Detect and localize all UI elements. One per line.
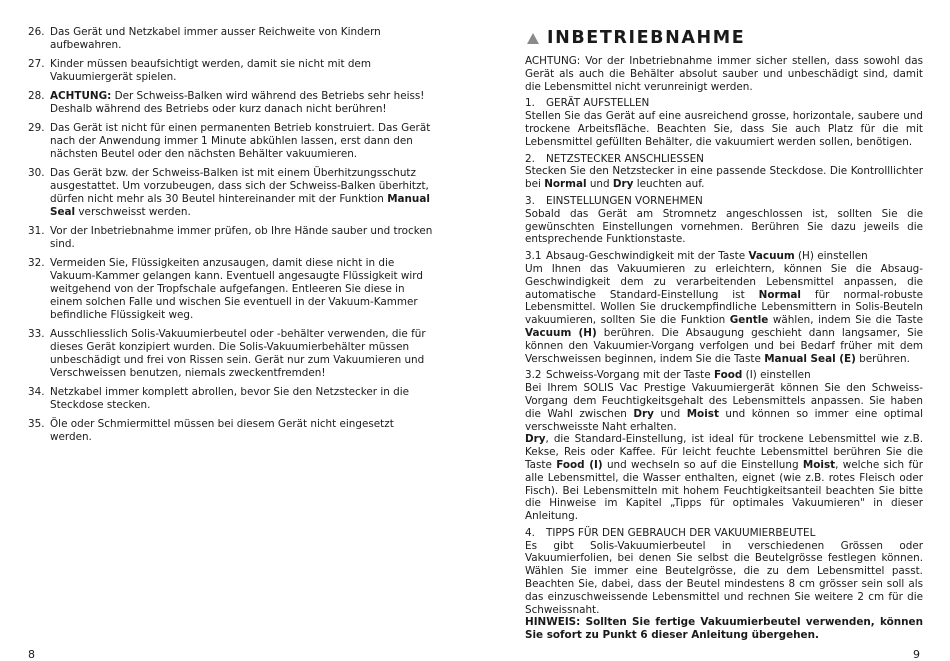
section-heading-text: NETZSTECKER ANSCHLIESSEN — [546, 152, 704, 165]
section-number: 1. — [525, 97, 535, 110]
text-run: berühren. — [855, 352, 910, 365]
text-run: Stellen Sie das Gerät auf eine ausreichend grosse, horizontale, saubere und trockene Arbeitsfläche. Beachten Sie, dass Sie auch Platz für die mit Lebensmittel gefüllten Behälter, die vakuumiert werden sollen, benötigen. — [525, 110, 923, 148]
section-body — [525, 208, 923, 246]
text-run: Öle oder Schmiermittel müssen bei diesem Gerät nicht eingesetzt werden. — [50, 418, 394, 443]
item-text — [50, 90, 438, 116]
item-number: 31. — [28, 225, 45, 237]
text-run: Es gibt Solis-Vakuumierbeutel in verschiedenen Grössen oder Vakuumierfolien, bei denen Sie selbst die Beutelgrösse festlegen können. Wählen Sie immer eine Beutelgrösse, die zu dem Lebensmittel passt. Beachten Sie, dabei, dass der Beutel mindestens 8 cm grösser sein soll als das einzuschweissende Lebensmittel und rechnen Sie weitere 2 cm für die Schweissnaht. — [525, 539, 923, 616]
section-number: 3. — [525, 194, 535, 207]
warning-text: ACHTUNG: Vor der Inbetriebnahme immer sicher stellen, dass sowohl das Gerät als auch die Behälter absolut sauber und unbeschädigt sind, damit die Lebensmittel nicht verunreinigt werden. — [525, 55, 923, 93]
bold-text: Gentle — [729, 314, 769, 327]
section-heading-text — [546, 250, 868, 263]
triangle-icon — [527, 33, 539, 44]
text-run: und können so immer eine optimal verschweisste Naht erhalten. — [525, 407, 924, 433]
hinweis-text: HINWEIS: Sollten Sie fertige Vakuumierbeutel verwenden, können Sie sofort zu Punkt 6 dieser Anleitung übergehen. — [525, 616, 923, 642]
text-run: Um Ihnen das Vakuumieren zu erleichtern, können Sie die Absaug-Geschwindigkeit dem zu verarbeitenden Lebensmittel anpassen, die automatische Standard-Einstellung ist — [525, 262, 923, 301]
section-number: 4. — [525, 526, 535, 539]
text-run: Bei Ihrem SOLIS Vac Prestige Vakuumiergerät können Sie den Schweiss-Vorgang dem Feuchtigkeitsgehalt des Lebensmittels anpassen. Sie haben die Wahl zwischen — [525, 382, 923, 420]
item-text — [50, 386, 438, 412]
text-run: Das Gerät bzw. der Schweiss-Balken ist mit einem Überhitzungsschutz ausgestattet. Um vorzubeugen, dass sich der Schweiss-Balken überhitzt, dürfen nicht mehr als 30 Beutel hintereinander mit der Funktion — [50, 167, 429, 205]
bold-text: Moist — [686, 407, 719, 420]
list-item — [28, 26, 438, 52]
list-item — [28, 328, 438, 380]
bold-text: Normal — [758, 288, 801, 301]
bold-text: Manual Seal (E) — [764, 352, 856, 365]
bold-text: ACHTUNG: — [50, 90, 112, 102]
item-text — [50, 26, 438, 52]
section-body — [525, 433, 923, 523]
text-run: und — [586, 178, 613, 191]
text-run: berühren. Die Absaugung geschieht dann langsamer, Sie können den Vakuumier-Vorgang verfolgen und bei Bedarf früher mit dem Verschweissen beginnen, indem Sie die Taste — [525, 326, 923, 365]
section-heading — [525, 195, 923, 208]
bold-text: Food — [713, 369, 743, 382]
item-text — [50, 328, 438, 380]
text-run: und wechseln so auf die Einstellung — [602, 458, 803, 471]
text-run: verschweisst werden. — [75, 206, 191, 218]
page-number-left: 8 — [28, 648, 35, 661]
item-number: 34. — [28, 386, 45, 398]
right-content — [525, 55, 923, 642]
item-number: 32. — [28, 257, 45, 269]
text-run: Das Gerät und Netzkabel immer ausser Reichweite von Kindern aufbewahren. — [50, 26, 381, 51]
bold-text: Normal — [544, 178, 587, 191]
list-item — [28, 58, 438, 84]
list-item — [28, 167, 438, 219]
section-heading-text: EINSTELLUNGEN VORNEHMEN — [546, 194, 703, 207]
text-run: Kinder müssen beaufsichtigt werden, damit sie nicht mit dem Vakuumiergerät spielen. — [50, 58, 371, 83]
section-body — [525, 382, 923, 433]
text-run: Vermeiden Sie, Flüssigkeiten anzusaugen, damit diese nicht in die Vakuum-Kammer gelangen kann. Eventuell angesaugte Flüssigkeit wird weitgehend von der Tropfschale aufgefangen. Entleeren Sie diese in einem solchen Falle und wischen Sie eventuell in der Vakuum-Kammer befindliche Flüssigkeit weg. — [50, 257, 423, 321]
item-number: 30. — [28, 167, 45, 179]
section-body — [525, 540, 923, 617]
section-heading-text — [546, 369, 811, 382]
text-run: Netzkabel immer komplett abrollen, bevor Sie den Netzstecker in die Steckdose stecken. — [50, 386, 410, 411]
text-run: Schweiss-Vorgang mit der Taste — [546, 369, 714, 382]
list-item — [28, 225, 438, 251]
item-number: 26. — [28, 26, 45, 38]
section-heading-text: GERÄT AUFSTELLEN — [546, 97, 650, 110]
item-number: 29. — [28, 122, 45, 134]
text-run: Der Schweiss-Balken wird während des Betriebs sehr heiss! Deshalb während des Betriebs oder kurz danach nicht berühren! — [50, 90, 425, 115]
section-heading-text: TIPPS FÜR DEN GEBRAUCH DER VAKUUMIERBEUTEL — [546, 526, 816, 539]
section-heading — [525, 250, 923, 263]
text-run: Absaug-Geschwindigkeit mit der Taste — [546, 250, 749, 263]
item-number: 33. — [28, 328, 45, 340]
text-run: (I) einstellen — [742, 369, 811, 382]
bold-text: Dry — [633, 407, 654, 420]
item-text — [50, 167, 438, 219]
item-number: 35. — [28, 418, 45, 430]
text-run: für normal-robuste Lebensmittel. Wollen Sie druckempfindliche Lebensmittern in Solis-Beuteln vakuumieren, sollten Sie die Funktion — [525, 288, 923, 327]
bold-text: Manual Seal — [50, 193, 430, 218]
item-number: 27. — [28, 58, 45, 70]
bold-text: Vacuum (H) — [525, 326, 597, 339]
page-number-right: 9 — [913, 648, 920, 661]
item-text — [50, 58, 438, 84]
item-text — [50, 418, 438, 444]
bold-text: Food (I) — [556, 458, 603, 471]
bold-text: Moist — [802, 458, 836, 471]
section-body — [525, 110, 923, 148]
text-run: Ausschliesslich Solis-Vakuumierbeutel oder -behälter verwenden, die für dieses Gerät konzipiert wurden. Die Solis-Vakuumierbehälter müssen unbeschädigt und frei von Rissen sein. Gerät nur zum Vakuumieren und Verschweissen benutzen, niemals zweckentfremden! — [50, 328, 426, 379]
bold-text: Dry — [612, 178, 634, 191]
section-number: 2. — [525, 152, 535, 165]
item-number: 28. — [28, 90, 45, 102]
item-text — [50, 257, 438, 322]
section-number: 3.1 — [525, 250, 542, 263]
safety-list — [28, 26, 438, 450]
text-run: , die Standard-Einstellung, ist ideal für trockene Lebensmittel wie z.B. Kekse, Reis oder Kaffee. Für leicht feuchte Lebensmittel berühren Sie die Taste — [525, 433, 923, 471]
list-item — [28, 257, 438, 322]
item-text — [50, 122, 438, 161]
section-number: 3.2 — [525, 369, 542, 382]
list-item — [28, 418, 438, 444]
text-run: leuchten auf. — [633, 178, 705, 191]
list-item — [28, 122, 438, 161]
text-run: Stecken Sie den Netzstecker in eine passende Steckdose. Die Kontrolllichter bei — [525, 165, 923, 191]
text-run: und — [653, 407, 687, 420]
item-text — [50, 225, 438, 251]
left-page — [0, 0, 475, 660]
section-heading — [525, 153, 923, 166]
sections — [525, 97, 923, 616]
section-body — [525, 165, 923, 191]
bold-text: Dry — [525, 433, 546, 446]
section-heading — [525, 97, 923, 110]
list-item — [28, 90, 438, 116]
section-heading — [525, 527, 923, 540]
text-run: wählen, indem Sie die Taste — [768, 314, 923, 327]
text-run: (H) einstellen — [794, 250, 868, 263]
text-run: , welche sich für alle Lebensmittel, die Wasser enthalten, eignet (wie z.B. rotes Fleisch oder Fisch). Bei Lebensmitteln mit hohem Feuchtigkeitsanteil beachten Sie bitte die Hinweise im Kapitel „Tipps für optimales Vakuumieren" in dieser Anleitung. — [525, 458, 923, 523]
text-run: Das Gerät ist nicht für einen permanenten Betrieb konstruiert. Das Gerät nach der Anwendung immer 1 Minute abkühlen lassen, erst dann den nächsten Beutel oder den nächsten Behälter vakuumieren. — [50, 122, 431, 160]
text-run: Sobald das Gerät am Stromnetz angeschlossen ist, sollten Sie die gewünschten Einstellungen vornehmen. Berühren Sie dazu jeweils die entsprechende Funktionstaste. — [525, 207, 923, 246]
section-title: INBETRIEBNAHME — [547, 28, 746, 48]
text-run: Vor der Inbetriebnahme immer prüfen, ob Ihre Hände sauber und trocken sind. — [50, 225, 433, 250]
section-body — [525, 263, 923, 365]
list-item — [28, 386, 438, 412]
bold-text: Vacuum — [748, 250, 795, 263]
section-heading — [525, 369, 923, 382]
section-title-row — [527, 28, 745, 48]
